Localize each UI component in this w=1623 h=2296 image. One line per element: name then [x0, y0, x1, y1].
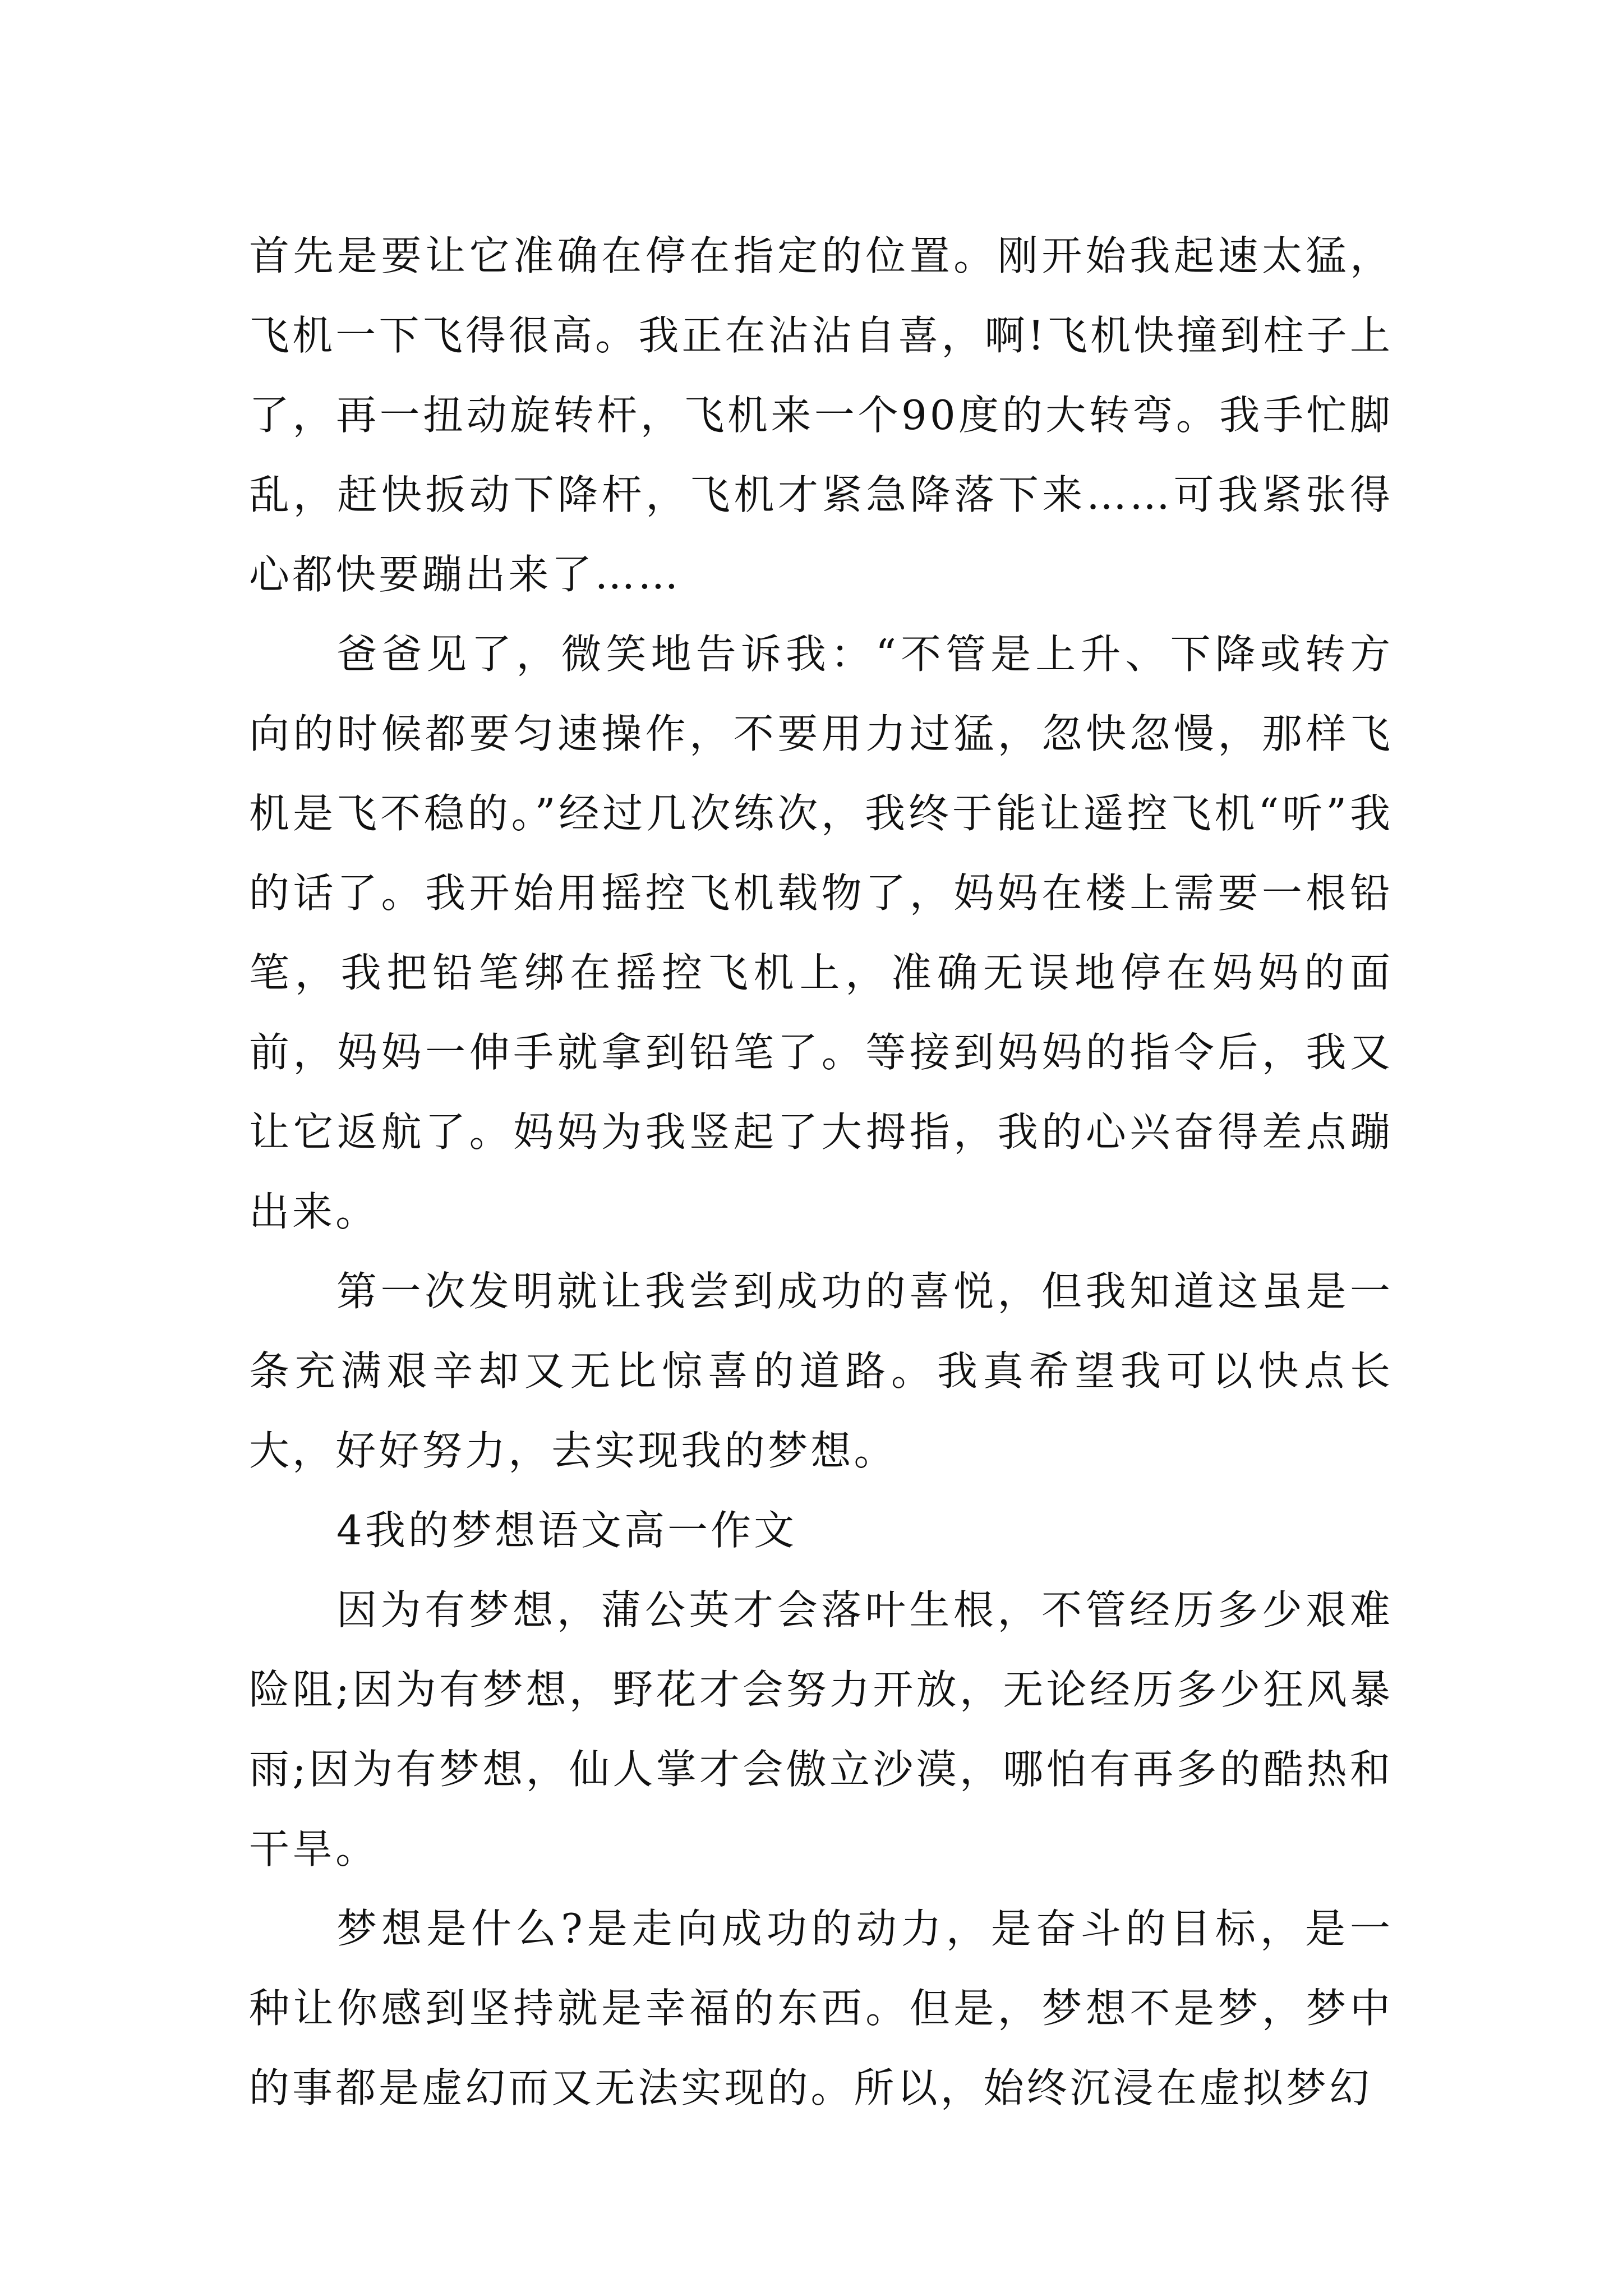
- paragraph-4: 因为有梦想，蒲公英才会落叶生根，不管经历多少艰难险阻;因为有梦想，野花才会努力开放，无论经历多少狂风暴雨;因为有梦想，仙人掌才会傲立沙漠，哪怕有再多的酷热和干旱。: [249, 1586, 1393, 1872]
- document-body: [249, 216, 1393, 2128]
- section-heading: 4我的梦想语文高一作文: [336, 1507, 797, 1554]
- paragraph-2: 爸爸见了，微笑地告诉我：“不管是上升、下降或转方向的时候都要匀速操作，不要用力过猛，忽快忽慢，那样飞机是飞不稳的。”经过几次练次，我终于能让遥控飞机“听”我的话了。我开始用摇控飞机载物了，妈妈在楼上需要一根铅笔，我把铅笔绑在摇控飞机上，准确无误地停在妈妈的面前，妈妈一伸手就拿到铅笔了。等接到妈妈的指令后，我又让它返航了。妈妈为我竖起了大拇指，我的心兴奋得差点蹦出来。: [249, 631, 1393, 1235]
- paragraph-3: 第一次发明就让我尝到成功的喜悦，但我知道这虽是一条充满艰辛却又无比惊喜的道路。我真希望我可以快点长大，好好努力，去实现我的梦想。: [249, 1268, 1393, 1474]
- paragraph-5: 梦想是什么?是走向成功的动力，是奋斗的目标，是一种让你感到坚持就是幸福的东西。但是，梦想不是梦，梦中的事都是虚幻而又无法实现的。所以，始终沉浸在虚拟梦幻: [249, 1905, 1393, 2111]
- paragraph-1: 首先是要让它准确在停在指定的位置。刚开始我起速太猛，飞机一下飞得很高。我正在沾沾自喜，啊!飞机快撞到柱子上了，再一扭动旋转杆，飞机来一个90度的大转弯。我手忙脚乱，赶快扳动下降杆，飞机才紧急降落下来……可我紧张得心都快要蹦出来了……: [249, 232, 1393, 598]
